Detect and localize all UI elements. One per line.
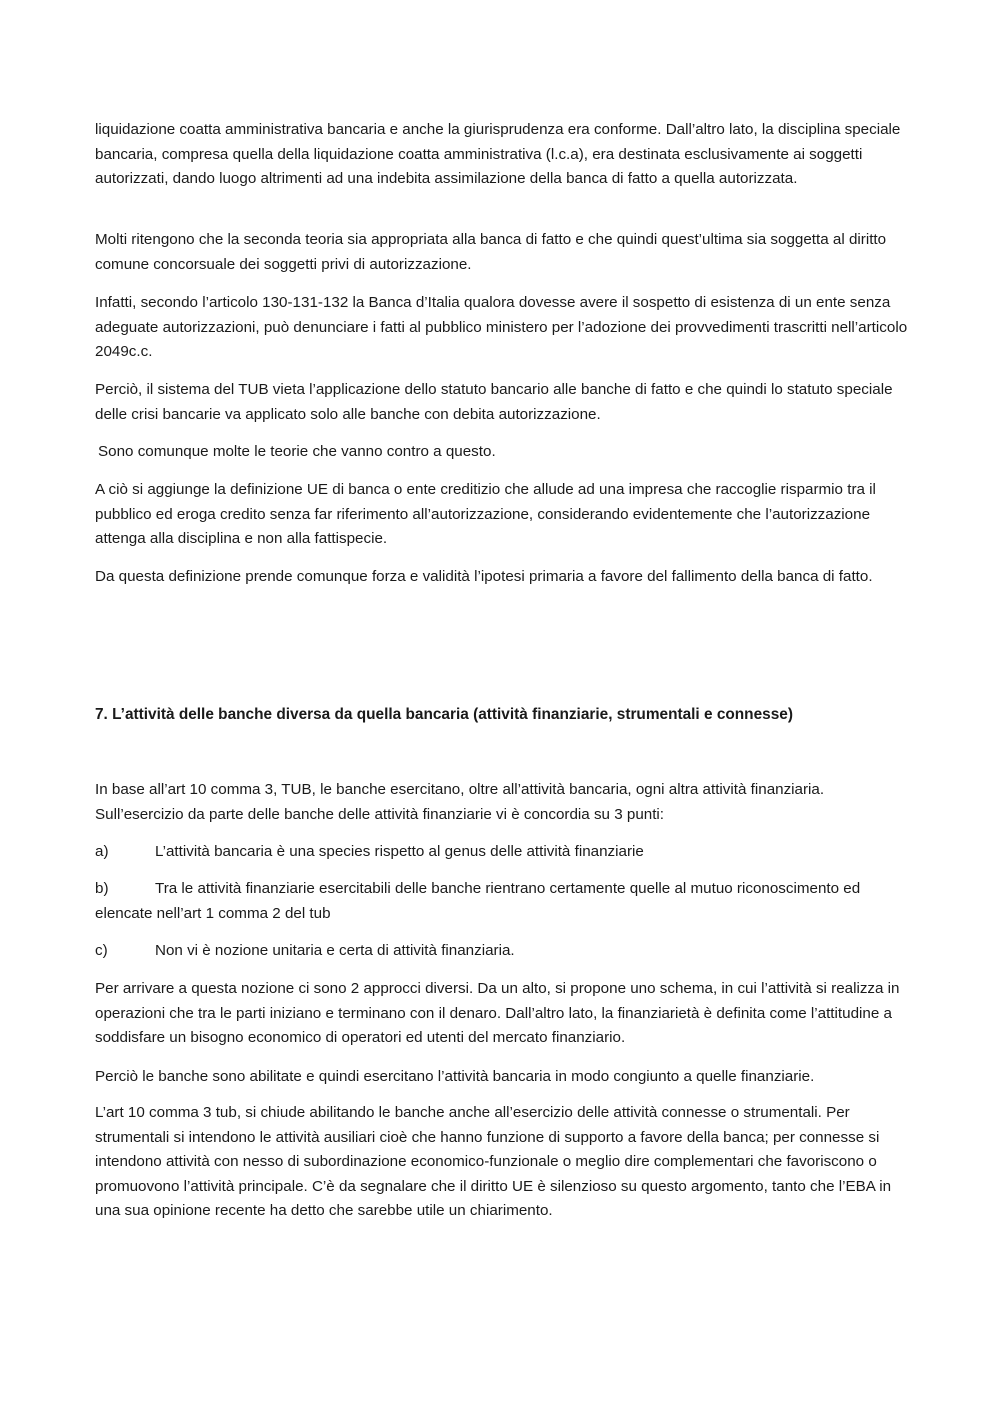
paragraph: L’art 10 comma 3 tub, si chiude abilitando le banche anche all’esercizio delle attività connesse o strumentali. Per strumentali si intendono le attività ausiliari cioè che hanno funzione di supporto a favore della banca; per connesse si intendono attività con nesso di subordinazione economico-funzionale o meglio dire complementari che favoriscono o promuovono l’attività principale. C’è da segnalare che il diritto UE è silenzioso su questo argomento, tanto che l’EBA in una sua opinione recente ha detto che sarebbe utile un chiarimento. — [95, 1104, 892, 1219]
list-item — [95, 840, 910, 865]
list-item-text: Tra le attività finanziarie esercitabili delle banche rientrano certamente quelle al mutuo riconoscimento ed elencate nell’art 1 comma 2 del tub — [95, 880, 861, 922]
list-item — [95, 939, 910, 964]
paragraph: Molti ritengono che la seconda teoria sia appropriata alla banca di fatto e che quindi quest’ultima sia soggetta al diritto comune concorsuale dei soggetti privi di autorizzazione. — [95, 231, 887, 273]
paragraph: Infatti, secondo l’articolo 130-131-132 la Banca d’Italia qualora dovesse avere il sospetto di esistenza di un ente senza adeguate autorizzazioni, può denunciare i fatti al pubblico ministero per l’adozione dei provvedimenti trascritti nell’articolo 2049c.c. — [95, 294, 908, 360]
list-item-text: Non vi è nozione unitaria e certa di attività finanziaria. — [155, 942, 515, 959]
section-heading: 7. L’attività delle banche diversa da quella bancaria (attività finanziarie, strumentali e connesse) — [95, 706, 793, 723]
paragraph: Perciò, il sistema del TUB vieta l’applicazione dello statuto bancario alle banche di fatto e che quindi lo statuto speciale delle crisi bancarie va applicato solo alle banche con debita autorizzazione. — [95, 381, 893, 423]
paragraph: Per arrivare a questa nozione ci sono 2 approcci diversi. Da un alto, si propone uno schema, in cui l’attività si realizza in operazioni che tra le parti iniziano e terminano con il denaro. Dall’altro lato, la finanziarietà è definita come l’attitudine a soddisfare un bisogno economico di operatori ed utenti del mercato finanziario. — [95, 980, 900, 1046]
paragraph: Perciò le banche sono abilitate e quindi esercitano l’attività bancaria in modo congiunto a quelle finanziarie. — [95, 1068, 815, 1085]
list-item-label: a) — [95, 843, 109, 860]
paragraph: Da questa definizione prende comunque forza e validità l’ipotesi primaria a favore del fallimento della banca di fatto. — [95, 568, 873, 585]
list-item-label: b) — [95, 880, 109, 897]
paragraph: Sono comunque molte le teorie che vanno contro a questo. — [98, 443, 496, 460]
list-item-text: L’attività bancaria è una species rispetto al genus delle attività finanziarie — [155, 843, 644, 860]
paragraph: liquidazione coatta amministrativa bancaria e anche la giurisprudenza era conforme. Dall’altro lato, la disciplina speciale bancaria, compresa quella della liquidazione coatta amministrativa (l.c.a), era destinata esclusivamente ai soggetti autorizzati, dando luogo altrimenti ad una indebita assimilazione della banca di fatto a quella autorizzata. — [95, 121, 901, 187]
paragraph: In base all’art 10 comma 3, TUB, le banche esercitano, oltre all’attività bancaria, ogni altra attività finanziaria. Sull’esercizio da parte delle banche delle attività finanziarie vi è concordia su 3 punti: — [95, 781, 825, 823]
list-item-label: c) — [95, 942, 108, 959]
paragraph: A ciò si aggiunge la definizione UE di banca o ente creditizio che allude ad una impresa che raccoglie risparmio tra il pubblico ed eroga credito senza far riferimento all’autorizzazione, considerando evidentemente che l’autorizzazione attenga alla disciplina e non alla fattispecie. — [95, 481, 876, 547]
list-item — [95, 877, 910, 926]
